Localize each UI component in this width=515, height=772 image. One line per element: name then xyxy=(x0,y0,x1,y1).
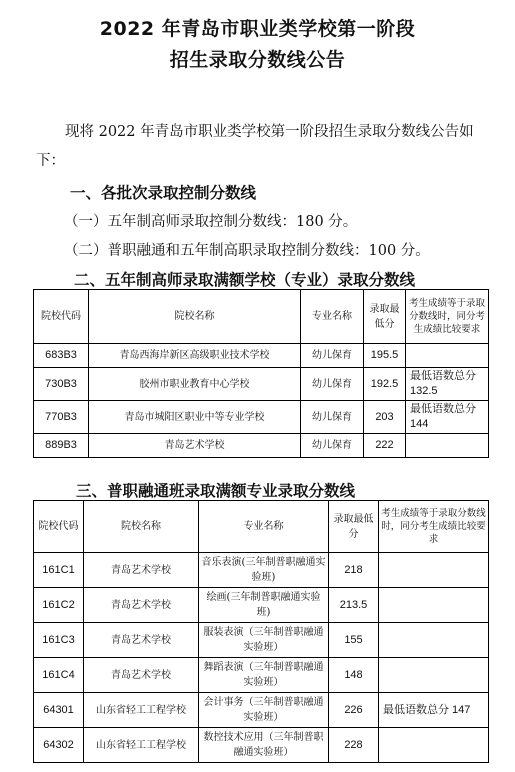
table-high-school-scores xyxy=(33,289,489,458)
table-row xyxy=(34,623,489,658)
header-major: 专业名称 xyxy=(199,501,329,553)
cell-score: 222 xyxy=(364,434,406,458)
cell-note xyxy=(406,344,489,368)
table-row xyxy=(34,344,489,368)
cell-major: 幼儿保育 xyxy=(301,401,364,434)
section1-line2: （二）普职融通和五年制高职录取控制分数线：100 分。 xyxy=(64,243,430,259)
cell-code: 161C3 xyxy=(34,623,84,658)
header-note: 考生成绩等于录取分数线时，同分考生成绩比较要求 xyxy=(379,501,489,553)
header-code: 院校代码 xyxy=(34,501,84,553)
intro-paragraph xyxy=(36,118,491,176)
cell-code: 64301 xyxy=(34,693,84,728)
header-score: 录取最低分 xyxy=(329,501,379,553)
table-header-row xyxy=(34,290,489,344)
cell-score: 218 xyxy=(329,553,379,588)
table-header-row xyxy=(34,501,489,553)
cell-code: 889B3 xyxy=(34,434,89,458)
table-integrated-class-scores xyxy=(33,500,489,763)
cell-code: 730B3 xyxy=(34,368,89,401)
cell-major: 幼儿保育 xyxy=(301,344,364,368)
cell-note xyxy=(406,434,489,458)
cell-major: 会计事务（三年制普职融通实验班） xyxy=(199,693,329,728)
title-line-1: 2022 年青岛市职业类学校第一阶段 xyxy=(99,18,416,40)
cell-school: 青岛艺术学校 xyxy=(89,434,301,458)
cell-school: 青岛艺术学校 xyxy=(84,588,199,623)
table-row xyxy=(34,693,489,728)
cell-score: 192.5 xyxy=(364,368,406,401)
table-row xyxy=(34,368,489,401)
cell-school: 青岛艺术学校 xyxy=(84,623,199,658)
table-row xyxy=(34,728,489,763)
cell-note xyxy=(379,588,489,623)
header-score: 录取最低分 xyxy=(364,290,406,344)
table-row xyxy=(34,588,489,623)
cell-school: 青岛西海岸新区高级职业技术学校 xyxy=(89,344,301,368)
cell-major: 舞蹈表演（三年制普职融通实验班） xyxy=(199,658,329,693)
cell-code: 770B3 xyxy=(34,401,89,434)
cell-school: 青岛市城阳区职业中等专业学校 xyxy=(89,401,301,434)
cell-major: 幼儿保育 xyxy=(301,434,364,458)
cell-major: 绘画(三年制普职融通实验班) xyxy=(199,588,329,623)
header-note: 考生成绩等于录取分数线时，同分考生成绩比较要求 xyxy=(406,290,489,344)
header-school: 院校名称 xyxy=(89,290,301,344)
cell-note: 最低语数总分 144 xyxy=(406,401,489,434)
cell-major: 音乐表演(三年制普职融通实验班) xyxy=(199,553,329,588)
header-school: 院校名称 xyxy=(84,501,199,553)
section1-line1: （一）五年制高师录取控制分数线：180 分。 xyxy=(64,214,358,230)
cell-score: 148 xyxy=(329,658,379,693)
table-row xyxy=(34,553,489,588)
cell-major: 幼儿保育 xyxy=(301,368,364,401)
cell-school: 胶州市职业教育中心学校 xyxy=(89,368,301,401)
cell-note xyxy=(379,553,489,588)
cell-note: 最低语数总分 132.5 xyxy=(406,368,489,401)
cell-score: 228 xyxy=(329,728,379,763)
cell-score: 203 xyxy=(364,401,406,434)
cell-major: 服装表演（三年制普职融通实验班） xyxy=(199,623,329,658)
cell-score: 155 xyxy=(329,623,379,658)
cell-code: 161C4 xyxy=(34,658,84,693)
cell-note: 最低语数总分 147 xyxy=(379,693,489,728)
table-row xyxy=(34,401,489,434)
header-major: 专业名称 xyxy=(301,290,364,344)
cell-school: 青岛艺术学校 xyxy=(84,658,199,693)
cell-note xyxy=(379,728,489,763)
cell-score: 213.5 xyxy=(329,588,379,623)
cell-note xyxy=(379,658,489,693)
cell-school: 山东省轻工工程学校 xyxy=(84,693,199,728)
table-row xyxy=(34,658,489,693)
section3-heading: 三、普职融通班录取满额专业录取分数线 xyxy=(76,482,356,500)
cell-code: 64302 xyxy=(34,728,84,763)
cell-code: 683B3 xyxy=(34,344,89,368)
section2-heading: 二、五年制高师录取满额学校（专业）录取分数线 xyxy=(74,271,416,289)
table-row xyxy=(34,434,489,458)
cell-school: 青岛艺术学校 xyxy=(84,553,199,588)
cell-code: 161C2 xyxy=(34,588,84,623)
cell-score: 226 xyxy=(329,693,379,728)
header-code: 院校代码 xyxy=(34,290,89,344)
cell-major: 数控技术应用（三年制普职融通实验班） xyxy=(199,728,329,763)
section1-heading: 一、各批次录取控制分数线 xyxy=(70,184,257,202)
cell-note xyxy=(379,623,489,658)
intro-text: 现将 2022 年青岛市职业类学校第一阶段招生录取分数线公告如下： xyxy=(36,124,474,169)
cell-code: 161C1 xyxy=(34,553,84,588)
cell-score: 195.5 xyxy=(364,344,406,368)
title-line-2: 招生录取分数线公告 xyxy=(169,49,346,71)
cell-school: 山东省轻工工程学校 xyxy=(84,728,199,763)
